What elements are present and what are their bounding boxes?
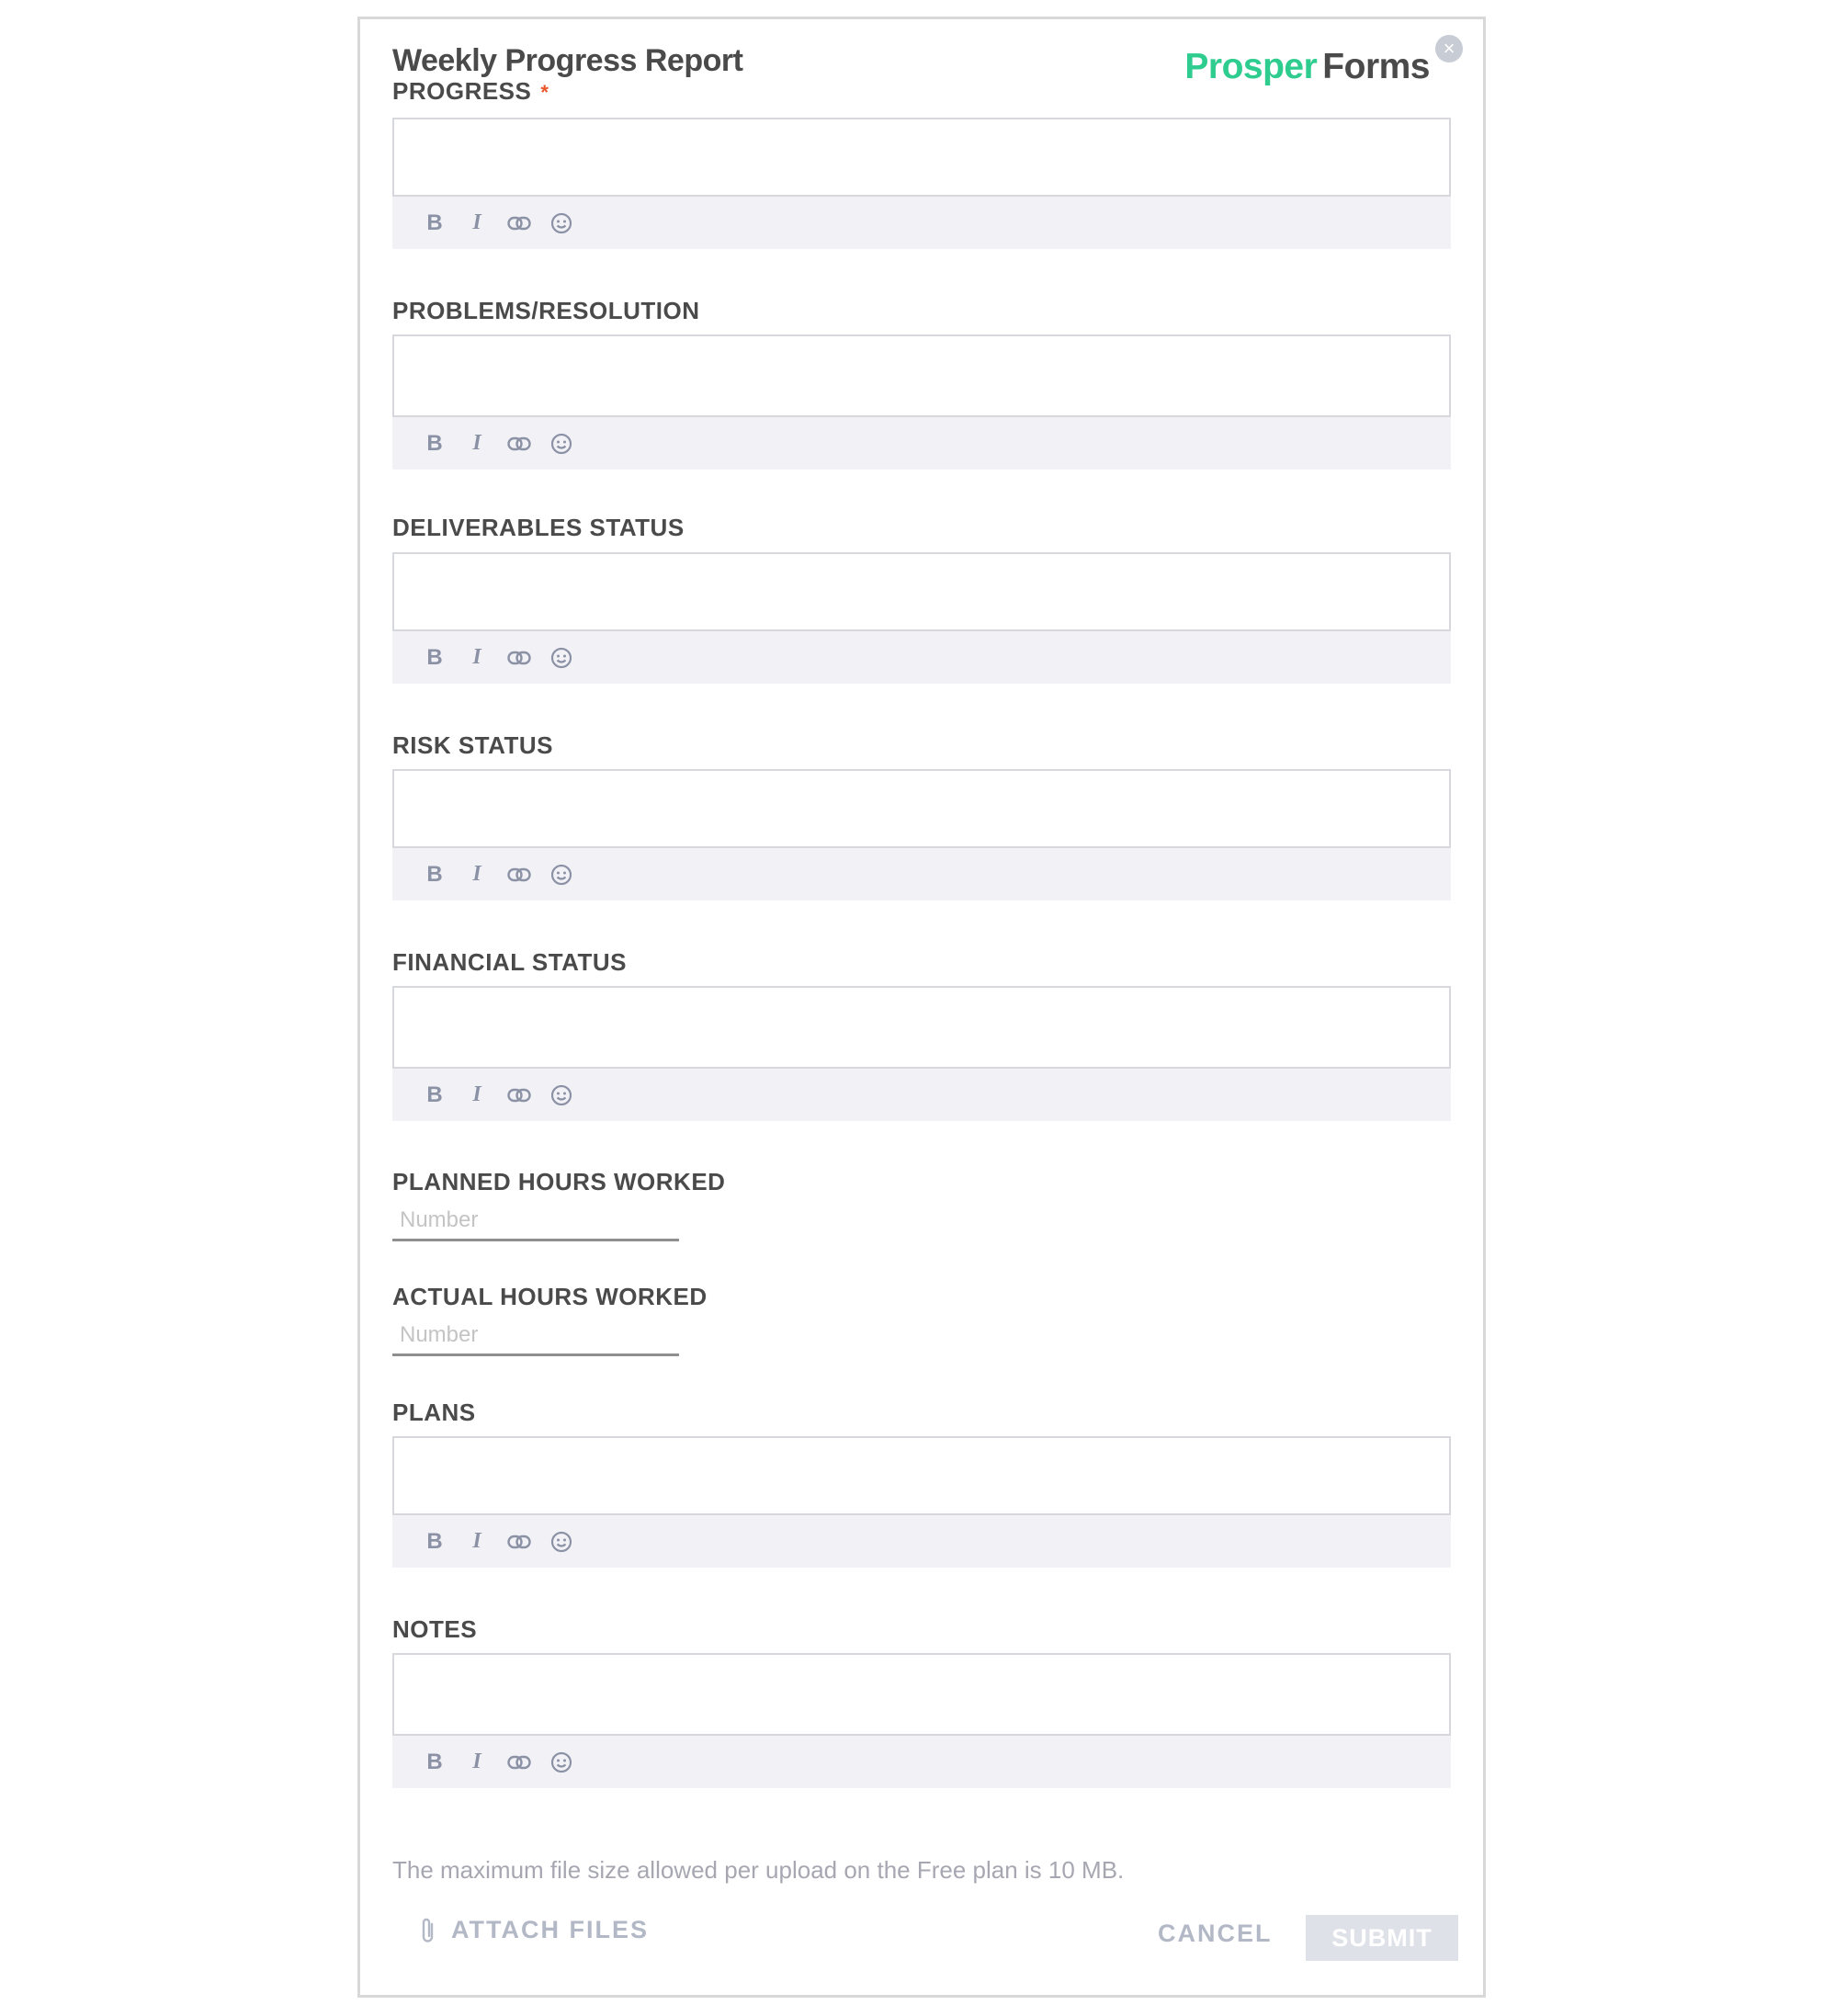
notes-label: NOTES: [392, 1615, 478, 1643]
deliverables-toolbar: [392, 631, 1451, 684]
actual-hours-label: ACTUAL HOURS WORKED: [392, 1283, 708, 1310]
plans-input[interactable]: [392, 1436, 1451, 1515]
bold-icon[interactable]: B: [426, 1749, 443, 1774]
deliverables-label: DELIVERABLES STATUS: [392, 514, 685, 541]
attach-files-button[interactable]: [420, 1916, 649, 1944]
planned-hours-label: PLANNED HOURS WORKED: [392, 1168, 726, 1195]
risk-label: RISK STATUS: [392, 731, 553, 759]
plans-toolbar: [392, 1515, 1451, 1568]
logo-prosper: Prosper: [1184, 47, 1318, 86]
emoji-icon[interactable]: [547, 643, 576, 673]
italic-icon[interactable]: I: [472, 210, 481, 234]
notes-editor: [392, 1653, 1451, 1788]
financial-input[interactable]: [392, 986, 1451, 1069]
link-icon[interactable]: [504, 209, 534, 238]
italic-icon[interactable]: I: [472, 1750, 481, 1773]
plans-label: PLANS: [392, 1399, 476, 1426]
bold-icon[interactable]: B: [426, 1082, 443, 1107]
financial-editor: [392, 986, 1451, 1121]
form-card: [357, 17, 1486, 1998]
progress-toolbar: [392, 197, 1451, 249]
progress-input[interactable]: [392, 118, 1451, 197]
risk-toolbar: [392, 848, 1451, 900]
file-size-note: The maximum file size allowed per upload on the Free plan is 10 MB.: [392, 1856, 1125, 1884]
deliverables-input[interactable]: [392, 552, 1451, 631]
attach-files-label: ATTACH FILES: [451, 1916, 649, 1943]
link-icon[interactable]: [504, 860, 534, 889]
italic-icon[interactable]: I: [472, 1082, 481, 1106]
link-icon[interactable]: [504, 1081, 534, 1110]
emoji-icon[interactable]: [547, 209, 576, 238]
link-icon[interactable]: [504, 1748, 534, 1777]
deliverables-editor: [392, 552, 1451, 684]
plans-editor: [392, 1436, 1451, 1568]
bold-icon[interactable]: B: [426, 644, 443, 670]
planned-hours-input[interactable]: [392, 1201, 679, 1241]
cancel-button[interactable]: CANCEL: [1158, 1920, 1273, 1947]
form-title: Weekly Progress Report: [392, 43, 743, 78]
financial-label: FINANCIAL STATUS: [392, 948, 627, 976]
link-icon[interactable]: [504, 1527, 534, 1557]
problems-toolbar: [392, 417, 1451, 470]
problems-input[interactable]: [392, 334, 1451, 417]
link-icon[interactable]: [504, 643, 534, 673]
notes-toolbar: [392, 1736, 1451, 1788]
submit-button[interactable]: SUBMIT: [1306, 1915, 1458, 1961]
bold-icon[interactable]: B: [426, 1528, 443, 1554]
italic-icon[interactable]: I: [472, 862, 481, 886]
risk-input[interactable]: [392, 769, 1451, 848]
notes-input[interactable]: [392, 1653, 1451, 1736]
bold-icon[interactable]: B: [426, 210, 443, 235]
paperclip-icon: [420, 1917, 436, 1944]
italic-icon[interactable]: I: [472, 1529, 481, 1553]
bold-icon[interactable]: B: [426, 861, 443, 887]
actual-hours-input[interactable]: [392, 1316, 679, 1356]
required-marker: *: [540, 81, 549, 104]
progress-editor: [392, 118, 1451, 249]
financial-toolbar: [392, 1069, 1451, 1121]
emoji-icon[interactable]: [547, 1527, 576, 1557]
emoji-icon[interactable]: [547, 1748, 576, 1777]
problems-editor: [392, 334, 1451, 470]
risk-editor: [392, 769, 1451, 900]
emoji-icon[interactable]: [547, 860, 576, 889]
link-icon[interactable]: [504, 429, 534, 459]
italic-icon[interactable]: I: [472, 431, 481, 455]
logo-forms: Forms: [1322, 47, 1430, 86]
progress-label-text: PROGRESS: [392, 77, 532, 105]
progress-label: [392, 77, 549, 106]
emoji-icon[interactable]: [547, 1081, 576, 1110]
prosperforms-logo: [1184, 47, 1430, 87]
italic-icon[interactable]: I: [472, 645, 481, 669]
emoji-icon[interactable]: [547, 429, 576, 459]
bold-icon[interactable]: B: [426, 430, 443, 456]
close-icon[interactable]: ×: [1435, 35, 1463, 62]
problems-label: PROBLEMS/RESOLUTION: [392, 297, 700, 324]
